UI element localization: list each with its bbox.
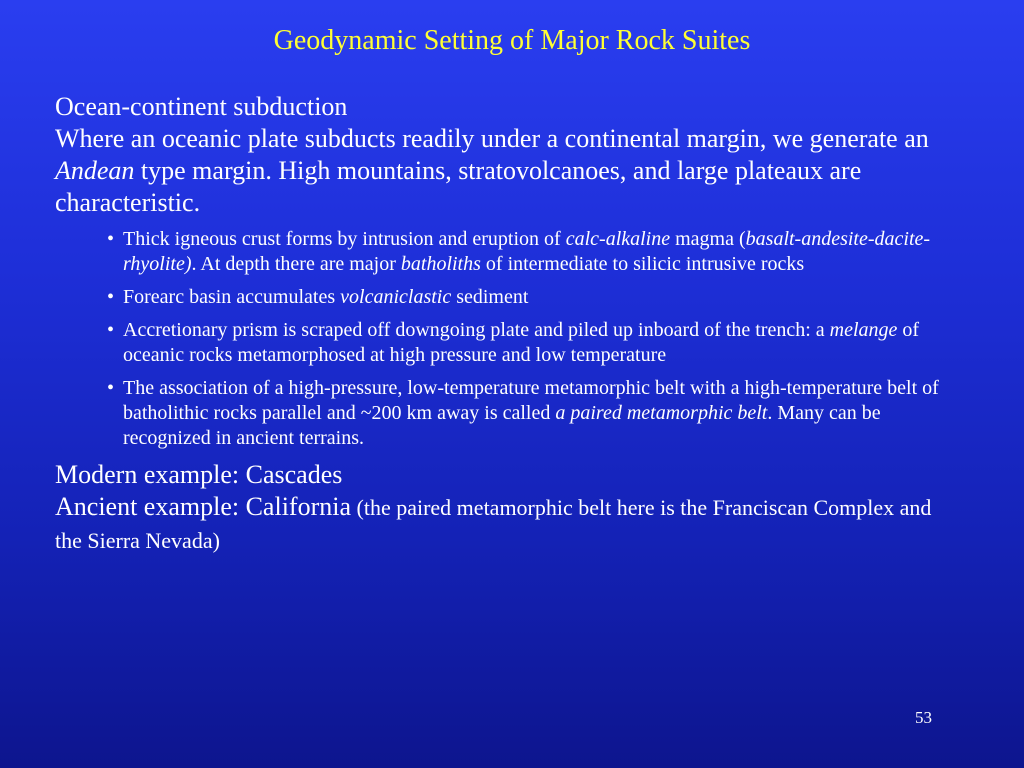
intro-text-2: type margin. High mountains, stratovolcanoes, and large plateaux are characteristic.	[55, 156, 862, 217]
ancient-example-main: Ancient example: California	[55, 492, 352, 521]
bullet-icon: •	[107, 319, 115, 341]
intro-text-1: Where an oceanic plate subducts readily under a continental margin, we generate an	[55, 124, 929, 153]
intro-emphasis: Andean	[55, 156, 135, 185]
list-item	[55, 376, 960, 451]
bullet-icon: •	[107, 286, 115, 308]
bullet-emphasis: a paired metamorphic belt	[555, 402, 768, 424]
intro-paragraph	[55, 123, 960, 219]
modern-example: Modern example: Cascades	[55, 460, 343, 489]
page-number: 53	[915, 708, 932, 727]
bullet-text: of oceanic rocks metamorphosed at high pressure and low temperature	[123, 319, 920, 366]
bullet-list	[55, 227, 960, 451]
bullet-emphasis: volcaniclastic	[340, 286, 452, 308]
bullet-text: . Many can be recognized in ancient terrains.	[123, 402, 881, 449]
bullet-emphasis: melange	[829, 319, 898, 341]
ancient-example	[55, 491, 960, 557]
bullet-icon: •	[107, 228, 115, 250]
bullet-text: Forearc basin accumulates	[123, 286, 341, 308]
list-item	[55, 227, 960, 277]
list-item	[55, 318, 960, 368]
bullet-icon: •	[107, 377, 115, 399]
ancient-example-note: (the paired metamorphic belt here is the Franciscan Complex and the Sierra Nevada)	[55, 495, 932, 553]
bullet-text: magma (	[670, 228, 746, 250]
bullet-text: Thick igneous crust forms by intrusion and eruption of	[123, 228, 566, 250]
bullet-text: of intermediate to silicic intrusive rocks	[480, 253, 805, 275]
bullet-text: . At depth there are major	[191, 253, 401, 275]
bullet-text: sediment	[451, 286, 529, 308]
list-item	[55, 285, 960, 310]
slide-title: Geodynamic Setting of Major Rock Suites	[273, 25, 751, 56]
bullet-emphasis: batholiths	[400, 253, 481, 275]
bullet-emphasis: basalt-andesite-dacite-rhyolite)	[123, 228, 931, 275]
bullet-text: The association of a high-pressure, low-temperature metamorphic belt with a high-temperature belt of batholithic rocks parallel and ~200 km away is called	[123, 377, 939, 424]
section-heading: Ocean-continent subduction	[55, 92, 348, 121]
bullet-text: Accretionary prism is scraped off downgoing plate and piled up inboard of the trench: a	[123, 319, 830, 341]
slide-body	[55, 91, 960, 565]
bullet-emphasis: calc-alkaline	[565, 228, 671, 250]
